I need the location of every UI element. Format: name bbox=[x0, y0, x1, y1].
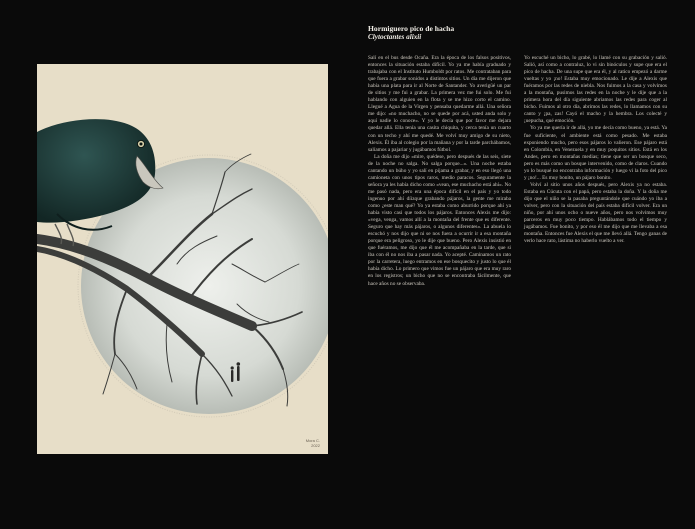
illustration-svg bbox=[37, 64, 328, 454]
article-text bbox=[368, 24, 668, 288]
left-column bbox=[368, 55, 511, 288]
signature-year: 2022 bbox=[311, 443, 320, 448]
paragraph: La doña me dijo «mire, quédese, pero después de las seis, siete de la noche no salga. No salga porque...». Una noche estaba cantando un búho y yo salí en pijama a grabar, y en eso llegó una camioneta con unos tipos raros, medio paracos. Seguramente la señora ya les había dicho como «vean, ese muchacho está ahí». No me pasó nada, pero era una época difícil en el país y yo todo ingenuo por ahí díizque grabando pájaros, la gente me miraba como ¿este man qué? Yo ya estaba como aburrido porque ahí ya había visto casi que todos los pájaros. Entonces Alexis me dijo: «vega, venga, vamos allí a la montaña del frente que es diferente. Seguro que hay más pájaros, o algunos diferentes». La abuela lo escuchó y nos dijo que ni se nos fuera a ocurrir ir a esa montaña porque era peligroso, yo le dije que bueno. Pero Alexis insistió en que fuéramos, me dijo que él me acompañaba en la tarde, que si iba con él no nos iba a pasar nada. Yo acepté. Caminamos un rato por la carretera, luego entramos en ese bosquecito y justo lo que él había dicho. Lo primero que vimos fue un pájaro que era muy raro en los registros; un bicho que no se encontraba fácilmente, que hace años no se observaba. bbox=[368, 153, 511, 287]
paragraph: Yo ya me quería ir de allá, yo me decía como bueno, ya está. Ya fue suficiente, el ambiente está como pesado. Me estaba exponiendo mucho, pero esos pájaros lo valieron. Ese pájaro está en Colombia, en Venezuela y en muy poquitos sitios. Está en los Andes, pero en montañas medias; tiene que ser un bosque seco, pero es más como un bosque intervenido, como de claros. Cuando yo lo busqué no encontraba información y luego vi la foto del pico y ¡no!... Es muy bonito, un pájaro bonito. bbox=[524, 125, 667, 181]
article-subtitle: Clytoctantes alixii bbox=[368, 33, 422, 41]
artist-signature bbox=[306, 438, 320, 448]
right-column bbox=[524, 55, 667, 288]
illustration-bird-on-branch bbox=[37, 64, 328, 454]
text-columns bbox=[368, 55, 668, 288]
signature-name: Mora C. bbox=[305, 438, 320, 443]
paragraph: Volví al sitio unos años después, pero Alexis ya no estaba. Estaba en Cúcuta con el papá, pero estaba la doña. Y la doña me dijo que el niño se la pasaba preguntándole que cuándo yo iba a volver, pero con la situación del país estaba difícil volver. Era un niño, por ahí unos ocho o nueve años, pero nos volvimos muy parceros en muy poco tiempo. Hablábamos todo el tiempo y jugábamos. Fue bonito, y por eso él me dijo que me llevaba a esa montaña. Entonces fue Alexis el que me llevó allá. Tengo ganas de verlo hace rato, lástima no haberlo vuelto a ver. bbox=[524, 181, 667, 245]
article-title: Hormiguero pico de hacha bbox=[368, 24, 455, 33]
paragraph: Salí en el bus desde Ocaña. Era la época de los falsos positivos, entonces la situación estaba difícil. Yo ya me había graduado y trabajaba con el Instituto Humboldt por ratos. Me contrataban para que fuera a grabar sonidos a distintos sitios. Un día me dijeron que había una plata para ir al Norte de Santander. Yo averigüé un par de sitios y me fui a grabar. La primera vez me fui solo. Me fui hablando con alguien en la flota y se me hizo corto el camino. Llegué a Agua de la Virgen y pensaba quedarme allá. Una señora me dijo: «no muchacho, no se quede por acá, usted anda solo y aquí nadie lo conoce». Y yo le decía que por favor me dejara quedar allá. Ella tenía una casita chiquita, y cerca tenía un cuarto con un techo y ahí me quedé. Me volví muy amigo de su nieto, Alexis. Él iba al colegio por la mañana y por la tarde parchábamos, salíamos a pajariar y jugábamos fútbol. bbox=[368, 55, 511, 153]
paragraph: Yo escuché un bicho, lo grabé, lo llamé con su grabación y salió. Salió, así como a contraluz, lo vi sin binóculos y supe que era el pico de hacha. De una supe que era él, y al ratico empezó a darme vueltas y yo ¡no! Estaba muy emocionado. Le dije a Alexis que fuéramos por las redes de niebla. Nos fuimos a la casa y volvimos a la montaña, pusimos las redes en la noche y le dije que a la primera hora del día siguiente abriamos las redes para coger al bicho. Fuimos al otro día, abrimos las redes, lo llamamos con su canto y ¡pa, zas! Cayó el macho y la hembra. Los colecté y ¡uepucha, qué emoción. bbox=[524, 55, 667, 125]
